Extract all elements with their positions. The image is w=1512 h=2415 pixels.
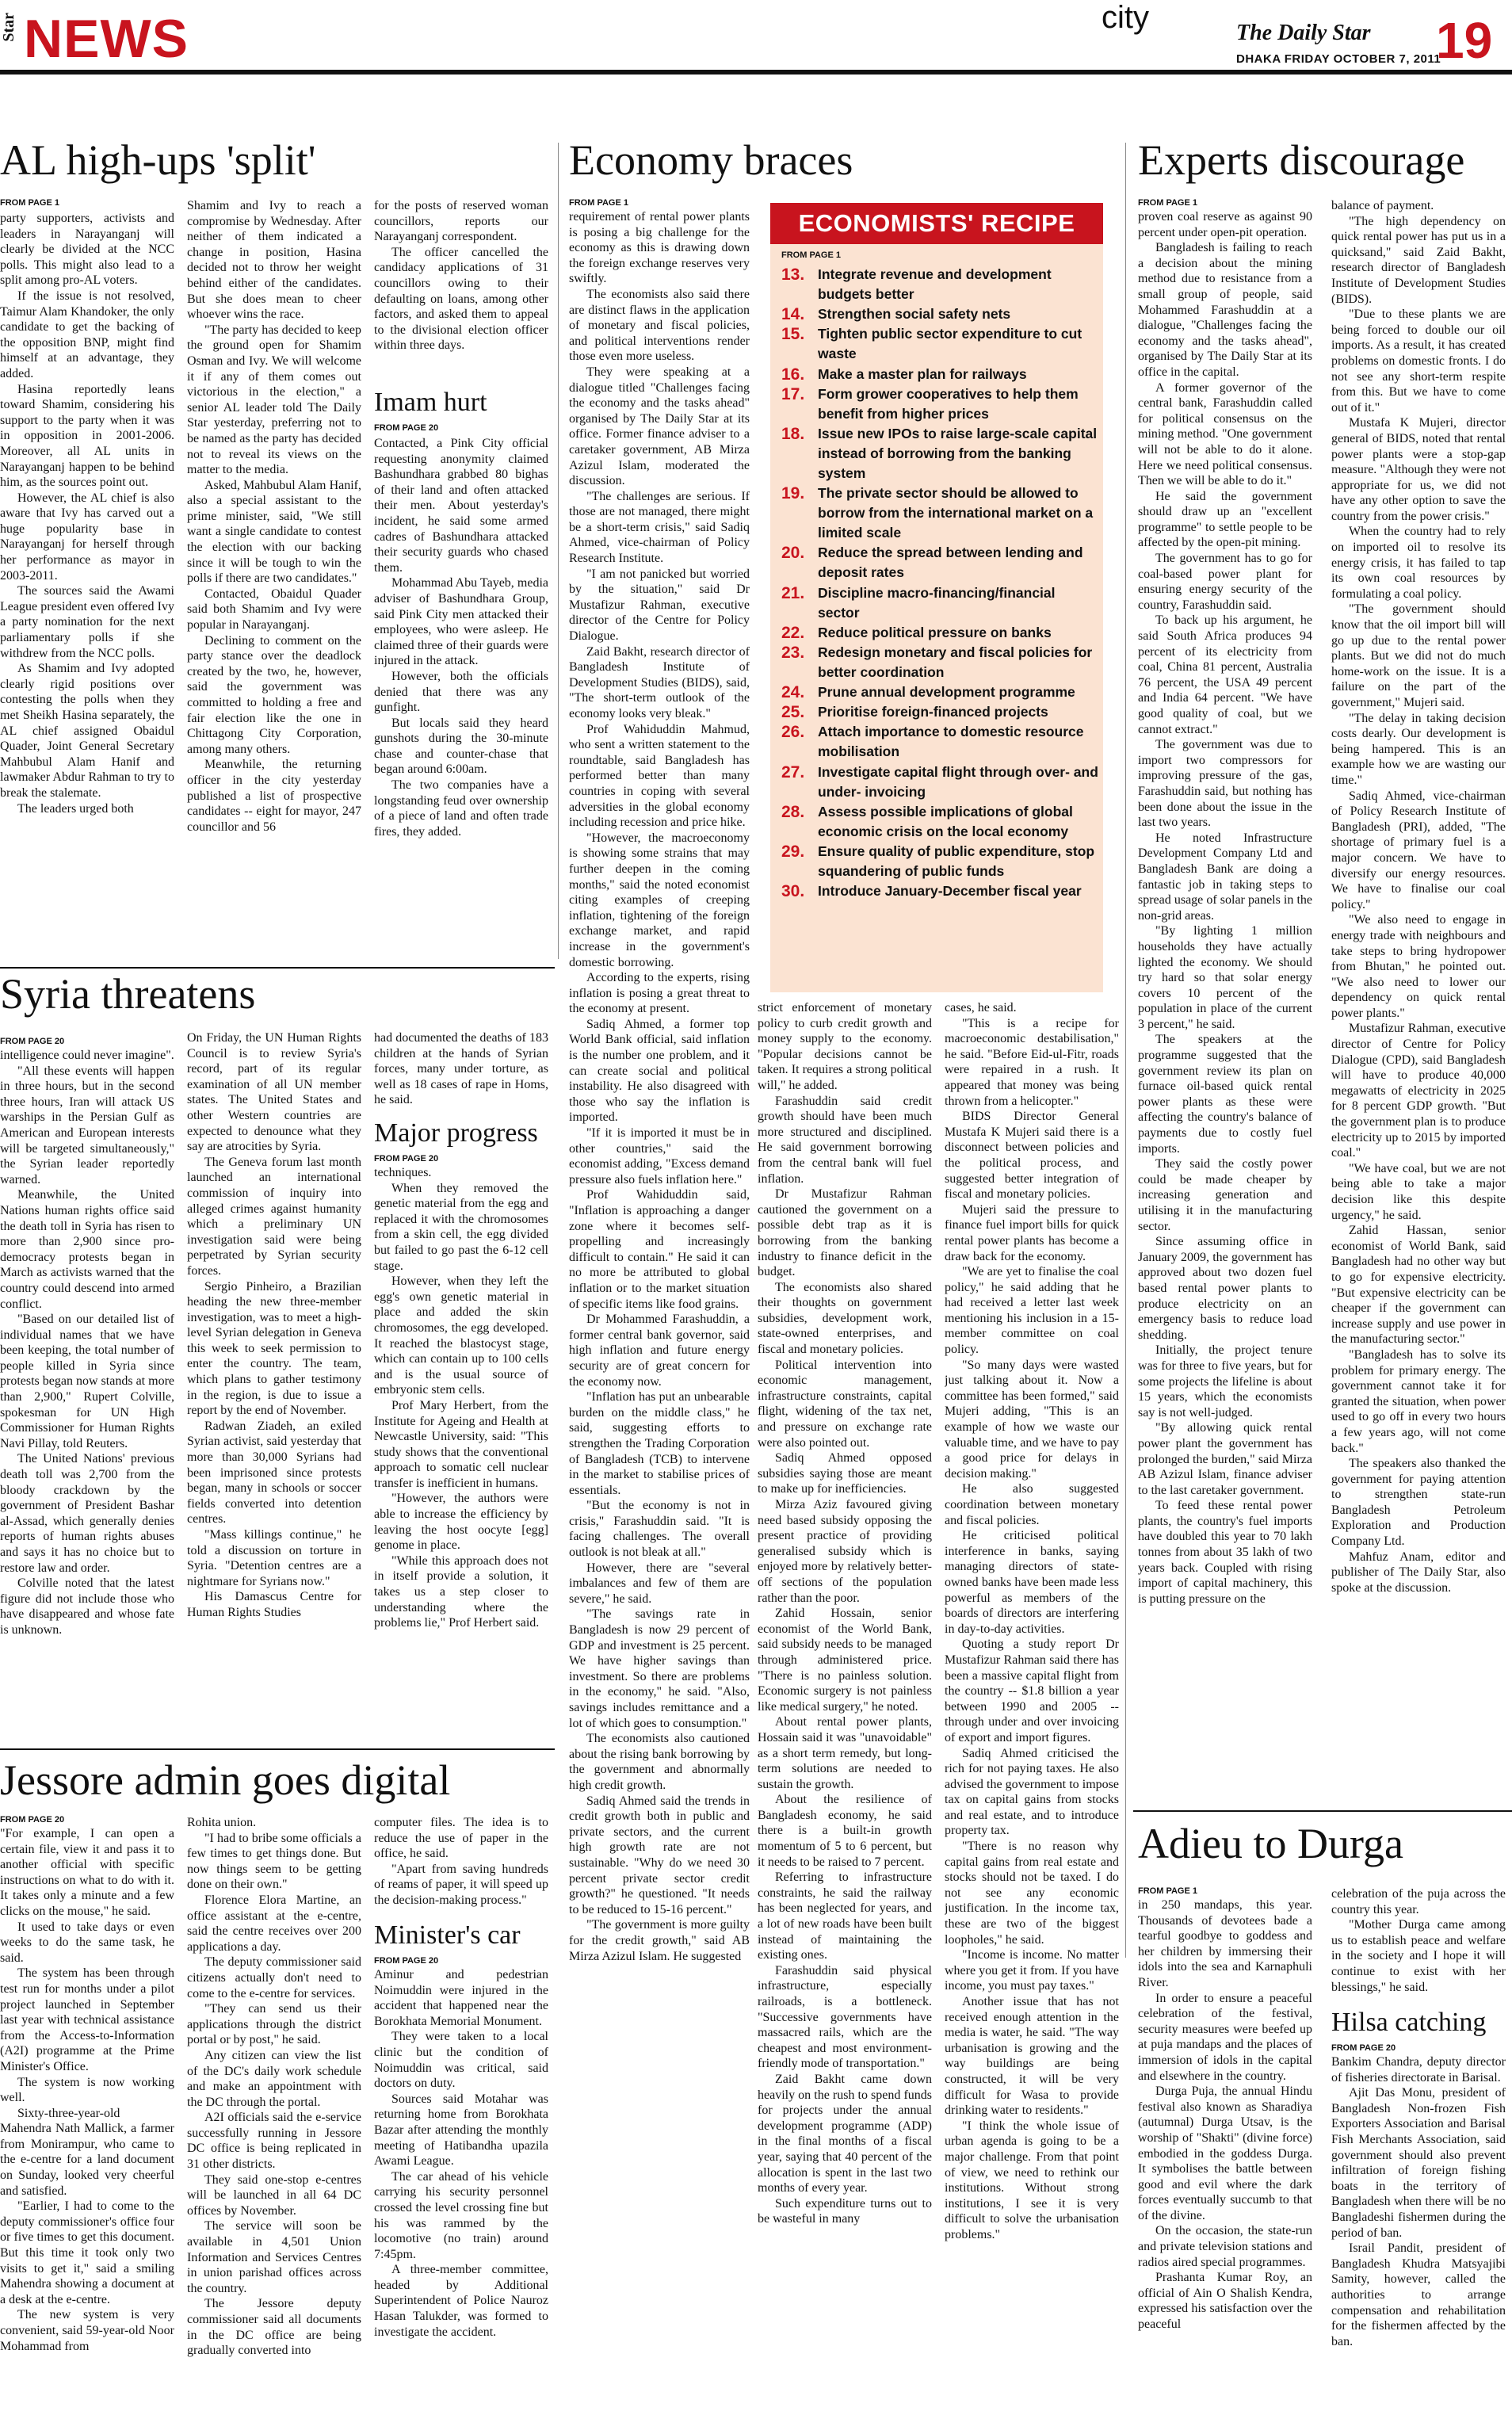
list-item-text: Discipline macro-financing/financial sector <box>818 584 1056 621</box>
story-column <box>187 198 361 964</box>
paragraph: Zahid Hossain, senior economist of the World Bank, said subsidy needs to be managed through administered price. "There is no painless solution. Economic surgery is not painless like medical surgery," he noted. <box>758 1607 932 1714</box>
paragraph: Sources said Motahar was returning home from Borokhata Bazar after attending the monthly meeting of Hatibandha upazila Awami League. <box>374 2092 548 2169</box>
story-column <box>374 1165 548 1745</box>
story-divider <box>1133 1810 1512 1812</box>
list-item-text: Introduce January-December fiscal year <box>818 883 1082 900</box>
list-item <box>777 762 1100 802</box>
list-item <box>777 483 1100 543</box>
paragraph: In order to ensure a peaceful celebration of the festival, security measures were beefed up at puja mandaps and the places of immersion of idols in the capital and elsewhere in the country. <box>1138 1991 1312 2083</box>
story-divider <box>0 967 555 969</box>
paragraph: Sadiq Ahmed criticised the rich for not paying taxes. He also advised the government to impose tax on capital gains from stocks and real estate, and to introduce property tax. <box>945 1746 1119 1838</box>
list-item-text: Reduce the spread between lending and deposit rates <box>818 545 1083 581</box>
paragraph: Referring to infrastructure constraints, he said the railway has been neglected for years, and a lot of new roads have been built instead of maintaining the existing ones. <box>758 1870 932 1962</box>
story-column <box>374 198 548 385</box>
paragraph: "Due to these plants we are being forced to double our oil imports. As a result, it has created problems on domestic fronts. I do not see any short-term respite from this. But we have to come out of it." <box>1331 308 1506 415</box>
paragraph: "We have coal, but we are not being able to take a major decision like this despite urgency," he said. <box>1331 1161 1506 1222</box>
paragraph: Mustafa K Mujeri, director general of BIDS, noted that rental power plants were a stop-gap measure. "Although they were not appropriate for us, we did not have any other option to save the country from the power crisis." <box>1331 416 1506 523</box>
list-item <box>777 365 1100 384</box>
story-column <box>1331 2054 1506 2409</box>
jump-line: FROM PAGE 1 <box>0 198 59 208</box>
paragraph: The speakers at the programme suggested that the government review its plan on furnace oil-based quick rental power plants as these were affecting the country's balance of payments due to costly fuel imports. <box>1138 1033 1312 1156</box>
list-item-number: 22. <box>781 623 805 642</box>
list-item-text: The private sector should be allowed to borrow from the international market on a limited scale <box>818 485 1094 541</box>
list-item-text: Prioritise foreign-financed projects <box>818 704 1048 720</box>
list-item-number: 15. <box>781 325 805 344</box>
list-item <box>777 583 1100 623</box>
list-item-number: 18. <box>781 424 805 443</box>
list-item-number: 24. <box>781 683 805 702</box>
paragraph: The Geneva forum last month launched an international commission of inquiry into alleged crimes against humanity which a preliminary UN investigation said were being perpetrated by Syrian security forces. <box>187 1155 361 1278</box>
paragraph: If the issue is not resolved, Taimur Alam Khandoker, the only candidate to get the backing of the opposition BNP, might find himself at an advantage, they added. <box>0 289 174 380</box>
paragraph: It used to take days or even weeks to do the same task, he said. <box>0 1920 174 1965</box>
paragraph: The leaders urged both <box>17 801 134 816</box>
paragraph: They were taken to a local clinic but the condition of Noimuddin was critical, said doctors on duty. <box>374 2030 548 2091</box>
paragraph: "However, the authors were able to increase the efficiency by leaving the host oocyte [egg] genome in place. <box>374 1492 548 1553</box>
paragraph: computer files. The idea is to reduce the use of paper in the office, he said. <box>374 1816 548 1861</box>
paragraph: balance of payment. <box>1331 199 1434 212</box>
paragraph: The United Nations' previous death toll was 2,700 from the bloody crackdown by the government of President Bashar al-Assad, which generally denies reports of human rights abuses and says it has no choice but to restore law and order. <box>0 1452 174 1575</box>
paragraph: The economists also said there are distinct flaws in the application of monetary and fiscal policies, and political interventions render those even more useless. <box>569 287 750 364</box>
paragraph: Farashuddin said credit growth should have been much more structured and disciplined. He said government borrowing from the central bank will fuel inflation. <box>758 1094 932 1186</box>
paragraph: Prashanta Kumar Roy, an official of Ain O Shalish Kendra, expressed his satisfaction over the peaceful <box>1138 2271 1312 2332</box>
paragraph: The two companies have a longstanding feud over ownership of a piece of land and often trade fires, they added. <box>374 778 548 839</box>
jump-line: FROM PAGE 1 <box>781 250 841 260</box>
list-item-text: Issue new IPOs to raise large-scale capital instead of borrowing from the banking system <box>818 425 1098 481</box>
list-item-number: 30. <box>781 882 805 901</box>
paragraph: had documented the deaths of 183 children at the hands of Syrian forces, many under torture, as well as 18 cases of rape in Homs, he said. <box>374 1031 548 1107</box>
paragraph: Mirza Aziz favoured giving need based subsidy opposing the present practice of providing generalised subsidy which is enjoyed more by relatively better-off sections of the population rather than the poor. <box>758 1498 932 1605</box>
list-item-number: 27. <box>781 762 805 781</box>
list-item-number: 28. <box>781 802 805 821</box>
paragraph: To back up his argument, he said South Africa produces 94 percent of its electricity from coal, China 81 percent, Australia 76 percent, the USA 49 percent and India 64 percent. "We have good quality of coal, but we cannot extract." <box>1138 613 1312 736</box>
paragraph: "The government should know that the oil import bill will go up due to the rental power plants. But we did not do much home-work on the issue. It is a failure on the part of the government," Mujeri said. <box>1331 602 1506 709</box>
paragraph: The officer cancelled the candidacy applications of 31 councillors owing to their defaulting on loans, among other factors, and asked them to appeal to the divisional election officer within three days. <box>374 245 548 353</box>
paragraph: "We are yet to finalise the coal policy," he said adding that he had received a letter last week mentioning his inclusion in a 15-member committee on coal policy. <box>945 1265 1119 1357</box>
paragraph: Sadiq Ahmed said the trends in credit growth both in public and private sectors, and the current high growth rate are not sustainable. "Why do we need 30 percent private sector credit growth?" he questioned. "It needs to be reduced to 15-16 percent." <box>569 1794 750 1916</box>
paragraph: When the country had to rely on imported oil to resolve its energy crisis, it has failed to tap its own coal resources by formulating a coal policy. <box>1331 525 1506 601</box>
list-item <box>777 265 1100 304</box>
paragraph: Prof Wahiduddin said, "Inflation is approaching a danger zone where it becomes self-propelling and increasingly difficult to contain." He said it can no more be attributed to global inflation or to the market situation of specific items like food grains. <box>569 1188 750 1311</box>
paragraph: Ajit Das Monu, president of Bangladesh Non-frozen Fish Exporters Association and Barisal Fish Merchants Association, said government should also prevent infiltration of foreign fishing boats in the territory of Bangladesh when there will be no Bangladeshi fishermen during the period of ban. <box>1331 2086 1506 2240</box>
paragraph: Israil Pandit, president of Bangladesh Khudra Matsyajibi Samity, however, called the authorities to arrange compensation and rehabilitation for the fishermen affected by the ban. <box>1331 2241 1506 2348</box>
paragraph: "This is a recipe for macroeconomic destabilisation," he said. "Before Eid-ul-Fitr, roads were repaired in a rush. It appeared that money was being thrown from a helicopter." <box>945 1016 1119 1108</box>
star-logo: Star <box>0 13 17 42</box>
paragraph: The deputy commissioner said citizens actually don't need to come to the e-centre for services. <box>187 1955 361 2000</box>
list-item-text: Attach importance to domestic resource mobilisation <box>818 724 1084 760</box>
list-item-text: Assess possible implications of global economic crisis on the local economy <box>818 803 1073 839</box>
list-item <box>777 802 1100 842</box>
story-headline-minister: Minister's car <box>374 1920 521 1950</box>
paragraph: Since assuming office in January 2009, the government has approved about two dozen fuel based rental power plants to produce electricity on an emergency basis to reduce load shedding. <box>1138 1235 1312 1342</box>
paragraph: Declining to comment on the party stance over the deadlock created by the two, he, however, said the government was committed to holding a free and fair election like the one in Chittagong City Corporation, among many others. <box>187 633 361 756</box>
paragraph: "We also need to engage in energy trade with neighbours and take steps to bring hydropower from Bhutan," he pointed out. "We also need to lower our dependency on quick rental power plants." <box>1331 913 1506 1020</box>
paragraph: But locals said they heard gunshots during the 30-minute chase and counter-chase that began around 6:00am. <box>374 716 548 777</box>
paragraph: Mujeri said the pressure to finance fuel import bills for quick rental power plants has become a draw back for the economy. <box>945 1202 1119 1263</box>
paragraph: They said one-stop e-centres will be launched in all 64 DC offices by November. <box>187 2172 361 2218</box>
paragraph: About rental power plants, Hossain said it was "unavoidable" as a short term remedy, but long-term solutions are needed to sustain the growth. <box>758 1715 932 1791</box>
paragraph: "While this approach does not in itself provide a solution, it takes us a step closer to understanding where the problems lie," Prof Herbert said. <box>374 1553 548 1630</box>
paragraph: The government has to go for coal-based power plant for ensuring energy security of the country, Farashuddin said. <box>1138 552 1312 612</box>
recipe-list <box>777 265 1100 901</box>
paragraph: "I had to bribe some officials a few times to get things done. But now things seem to be getting done on their own." <box>187 1831 361 1892</box>
paragraph: Sadiq Ahmed, vice-chairman of Policy Research Institute of Bangladesh (PRI), added, "The shortage of primary fuel is a major concern. We have to diversify our energy resources. We have to finalise our coal policy." <box>1331 789 1506 911</box>
paragraph: "Inflation has put an unbearable burden on the middle class," he said, suggesting efforts to strengthen the Trading Corporation of Bangladesh (TCB) to intervene in the market to stabilise prices of essentials. <box>569 1390 750 1497</box>
list-item-text: Form grower cooperatives to help them benefit from higher prices <box>818 385 1079 422</box>
paragraph: However, the AL chief is also aware that Ivy has carved out a huge popularity base in Narayanganj for herself through her performance as mayor in 2003-2011. <box>0 491 174 583</box>
paragraph: Mustafizur Rahman, executive director of Centre for Policy Dialogue (CPD), said Bangladesh will have to produce 40,000 megawatts of electricity in 2025 for 8 percent GDP growth. "But the government plan is to produce electricity up to 2015 by imported coal." <box>1331 1022 1506 1160</box>
paragraph: "By lighting 1 million households they have actually lighted the economy. We should try hard so that solar energy covers 10 percent of the population in place of the current 3 percent," he said. <box>1138 924 1312 1031</box>
jump-line: FROM PAGE 1 <box>569 198 628 208</box>
list-item-text: Prune annual development programme <box>818 684 1075 701</box>
story-column <box>758 1000 932 2409</box>
paragraph: Aminur and pedestrian Noimuddin were injured in the accident that happened near the Borokhata Memorial Monument. <box>374 1968 548 2028</box>
paragraph: Prof Wahiduddin Mahmud, who sent a written statement to the roundtable, said Bangladesh has performed better than many countries in coping with several adversities in the global economy including recession and price hike. <box>569 722 750 830</box>
list-item <box>777 543 1100 583</box>
story-column <box>374 1815 548 1918</box>
paragraph: "Income is income. No matter where you get it from. If you have income, you must pay taxes." <box>945 1948 1119 1993</box>
paragraph: About the resilience of Bangladesh economy, he said there is a built-in growth momentum of 5 to 6 percent, but it needs to be raised to 7 percent. <box>758 1793 932 1869</box>
paragraph: "By allowing quick rental power plant the government has prolonged the burden," said Mirza AB Azizul Islam, finance adviser to the last caretaker government. <box>1138 1421 1312 1497</box>
story-column <box>374 1030 548 1118</box>
list-item-number: 19. <box>781 484 805 503</box>
jump-line: FROM PAGE 20 <box>1331 2043 1396 2053</box>
paragraph: Bankim Chandra, deputy director of fisheries directorate in Barisal. <box>1331 2055 1506 2084</box>
list-item <box>777 424 1100 483</box>
paragraph: Hasina reportedly leans toward Shamim, considering his support to the party when it was in opposition in 2001-2006. Moreover, all AL units in Narayanganj happen to be behind him, as the sources point out. <box>0 382 174 490</box>
paragraph: Asked, Mahbubul Alam Hanif, also a special assistant to the prime minister, said, "We still want a single candidate to contest the election with our backing since it will be tough to win the polls if there are two candidates." <box>187 478 361 586</box>
jump-line: FROM PAGE 20 <box>0 1815 65 1825</box>
story-headline-jessore: Jessore admin goes digital <box>0 1756 451 1804</box>
list-item-number: 25. <box>781 703 805 722</box>
paragraph: cases, he said. <box>945 1001 1017 1015</box>
list-item <box>777 324 1100 364</box>
list-item <box>777 643 1100 682</box>
paragraph: Such expenditure turns out to be wasteful in many <box>758 2196 932 2226</box>
paragraph: A2I officials said the e-service successfully running in Jessore DC office is being replicated in 31 other districts. <box>187 2111 361 2172</box>
story-column <box>1331 198 1506 1802</box>
list-item-number: 16. <box>781 365 805 384</box>
story-headline-hilsa: Hilsa catching <box>1331 2008 1487 2037</box>
paragraph: Initially, the project tenure was for three to five years, but for some projects the lifeline is about 15 years, which the economists say is not well-judged. <box>1138 1343 1312 1420</box>
list-item-number: 17. <box>781 384 805 403</box>
paragraph: party supporters, activists and leaders in Narayanganj will clearly be divided at the NCC polls. This might also lead to a split among pro-AL voters. <box>0 212 174 288</box>
list-item-number: 13. <box>781 266 805 284</box>
paragraph: "So many days were wasted just talking about it. Now a committee has been formed," said Mujeri adding, "This is an example of how we waste our valuable time, and we have to pay a good price for delays in decision making." <box>945 1358 1119 1481</box>
story-divider <box>0 1748 555 1750</box>
paragraph: Mahfuz Anam, editor and publisher of The Daily Star, also spoke at the discussion. <box>1331 1549 1506 1595</box>
list-item-text: Investigate capital flight through over- and under- invoicing <box>818 763 1098 800</box>
paragraph: requirement of rental power plants is posing a big challenge for the economy as this is drawing down the foreign exchange reserves very swiftly. <box>569 210 750 286</box>
story-column <box>374 1967 548 2409</box>
story-headline-durga: Adieu to Durga <box>1138 1820 1403 1867</box>
jump-line: FROM PAGE 20 <box>374 423 439 433</box>
paragraph: Durga Puja, the annual Hindu festival also known as Sharadiya (autumnal) Durga Utsav, is the worship of "Shakti" (divine force) embodied in the goddess Durga. It symbolises the battle between good and evil where the dark forces eventually succumb to that of the divine. <box>1138 2084 1312 2222</box>
paragraph: Radwan Ziadeh, an exiled Syrian activist, said yesterday that more than 30,000 Syrians had been imprisoned since protests began, many in schools or soccer fields converted into detention centres. <box>187 1419 361 1527</box>
paragraph: "Based on our detailed list of individual names that we have been keeping, the total number of people killed in Syria since protests began now stands at more than 2,900," Rupert Colville, spokesman for UN High Commissioner for Human Rights Navi Pillay, told Reuters. <box>0 1313 174 1450</box>
paragraph: Another issue that has not received enough attention in the media is water, he said. "The way urbanisation is growing and the way buildings are being constructed, it will be very difficult for Wasa to provide drinking water to residents." <box>945 1995 1119 2118</box>
paragraph: He criticised political interference in banks, saying managing directors of state-owned banks have been made less powerful as members of the boards of directors are interfering in day-to-day activities. <box>945 1529 1119 1636</box>
list-item-number: 23. <box>781 643 805 662</box>
story-headline-syria: Syria threatens <box>0 970 256 1018</box>
list-item <box>777 702 1100 722</box>
paragraph: "All these events will happen in three hours, but in the second three hours, Iran will attack US warships in the Persian Gulf as American and European interests will be targeted simultaneously," the Syrian leader reportedly warned. <box>0 1064 174 1186</box>
paragraph: techniques. <box>374 1166 432 1179</box>
paragraph: Rohita union. <box>187 1816 257 1829</box>
section-title-text: NEWS <box>24 9 189 69</box>
jump-line: FROM PAGE 1 <box>1138 1886 1197 1896</box>
paragraph: Sixty-three-year-old Mahendra Nath Mallick, a farmer from Monirampur, who came to the e-centre for a land document on Sunday, looked very cheerful and satisfied. <box>0 2106 174 2198</box>
list-item-text: Tighten public sector expenditure to cut waste <box>818 326 1082 362</box>
paragraph: "Mother Durga came among us to establish peace and welfare in the society and I hope it will continue to exist with her blessings," he said. <box>1331 1918 1506 1994</box>
paper-name: The Daily Star <box>1236 21 1371 45</box>
story-column <box>945 1000 1119 2409</box>
list-item-text: Redesign monetary and fiscal policies for better coordination <box>818 644 1093 680</box>
paragraph: Quoting a study report Dr Mustafizur Rahman said there has been a massive capital flight from the country -- $1.8 billion a year between 1990 and 2005 -- through under and over invoicing of export and import figures. <box>945 1637 1119 1744</box>
paragraph: "There is no reason why capital gains from real estate and stocks should not be taxed. I do not see any economic justification. In the income tax, these are two of the biggest loopholes," he said. <box>945 1840 1119 1947</box>
paragraph: Contacted, Obaidul Quader said both Shamim and Ivy were popular in Narayanganj. <box>187 587 361 632</box>
jump-line: FROM PAGE 20 <box>0 1037 65 1046</box>
story-column <box>187 1815 361 2409</box>
story-headline-progress: Major progress <box>374 1118 538 1148</box>
paragraph: "The government is more guilty for the credit growth," said AB Mirza Azizul Islam. He suggested <box>569 1918 750 1963</box>
paragraph: He noted Infrastructure Development Company Ltd and Bangladesh Bank are doing a fantastic job in taking steps to spread usage of solar panels in the non-grid areas. <box>1138 831 1312 923</box>
paragraph: Meanwhile, the returning officer in the city yesterday published a list of prospective candidates -- eight for mayor, 247 councillor and 56 <box>187 758 361 834</box>
paragraph: The system has been through test run for months under a pilot project launched in September last year with technical assistance from the Access-to-Information (A2I) programme at the Prime Minister's Office. <box>0 1966 174 2073</box>
paragraph: "Earlier, I had to come to the deputy commissioner's office four or five times to get this document. But this time it took only two visits to get it," said a smiling Mahendra showing a document at a desk at the e-centre. <box>0 2199 174 2306</box>
paragraph: The system is now working well. <box>0 2075 174 2105</box>
list-item <box>777 842 1100 881</box>
list-item-number: 21. <box>781 583 805 602</box>
list-item-number: 14. <box>781 305 805 324</box>
masthead-rule <box>0 70 1512 75</box>
list-item <box>777 682 1100 702</box>
paragraph: "However, the macroeconomy is showing some strains that may further deepen in the coming months," said the noted economist citing examples of creeping inflation, tightening of the foreign exchange market, and rapid increase in the government's domestic borrowing. <box>569 831 750 969</box>
paragraph: On Friday, the UN Human Rights Council is to review Syria's record, part of its regular examination of all UN member states. The United States and other Western countries are expected to denounce what they say are atrocities by Syria. <box>187 1031 361 1154</box>
paragraph: "The savings rate in Bangladesh is now 29 percent of GDP and investment is 25 percent. We have higher savings than investment. So there are problems in the economy," he said. "Also, savings includes remittance and a lot of which goes to consumption." <box>569 1607 750 1730</box>
paragraph: Dr Mohammed Farashuddin, a former central bank governor, said high inflation and future energy security are of great concern for the economy now. <box>569 1313 750 1389</box>
paragraph: Florence Elora Martine, an office assistant at the e-centre, said the centre receives over 200 applications a day. <box>187 1893 361 1954</box>
list-item <box>777 881 1100 901</box>
paragraph: in 250 mandaps, this year. Thousands of devotees bade a tearful goodbye to goddess and her children by immersing their idols into the sea and Karnaphuli River. <box>1138 1898 1312 1989</box>
paragraph: Contacted, a Pink City official requesting anonymity claimed Bashundhara grabbed 80 bighas of their land and often attacked their men. About yesterday's incident, he said some armed cadres of Bashundhara attacked their security guards who chased them. <box>374 437 548 575</box>
paragraph: Political intervention into economic management, infrastructure constraints, capital flight, widening of the tax net, and pressure on exchange rate were also pointed out. <box>758 1358 932 1450</box>
story-column <box>187 1030 361 1745</box>
section-city-label: city <box>1102 0 1149 35</box>
paragraph: The Jessore deputy commissioner said all documents in the DC office are being gradually converted into <box>187 2297 361 2358</box>
story-column <box>0 211 174 964</box>
paragraph: intelligence could never imagine". <box>0 1049 174 1062</box>
paragraph: "The high dependency on quick rental power has put us in a quicksand," said Zaid Bakht, research director of Bangladesh Institute of Development Studies (BIDS). <box>1331 214 1506 306</box>
paragraph: Sadiq Ahmed opposed subsidies saying those are meant to make up for inefficiencies. <box>758 1451 932 1496</box>
paragraph: strict enforcement of monetary policy to curb credit growth and money supply to the economy. "Popular decisions cannot be taken. It requires a strong political will," he added. <box>758 1001 932 1092</box>
story-headline-al: AL high-ups 'split' <box>0 136 316 184</box>
story-column <box>374 436 548 964</box>
sidebar-box-title: ECONOMISTS' RECIPE <box>770 203 1103 244</box>
page-number: 19 <box>1436 12 1493 69</box>
paragraph: Sergio Pinheiro, a Brazilian heading the new three-member investigation, was to meet a high-level Syrian delegation in Geneva this week to seek permission to enter the country. The team, which plans to gather testimony in the region, is due to issue a report by the end of November. <box>187 1279 361 1418</box>
list-item-text: Ensure quality of public expenditure, stop squandering of public funds <box>818 843 1095 879</box>
paragraph: The new system is very convenient, said 59-year-old Noor Mohammad from <box>0 2308 174 2353</box>
paragraph: The car ahead of his vehicle carrying his security personnel crossed the level crossing fine but his was rammed by the locomotive (no train) around 7:45pm. <box>374 2169 548 2261</box>
story-headline-imam: Imam hurt <box>374 388 487 417</box>
list-item-text: Strengthen social safety nets <box>818 306 1011 323</box>
paragraph: The speakers also thanked the government for paying attention to strengthen state-run Bangladesh Petroleum Exploration and Production Company Ltd. <box>1331 1457 1506 1549</box>
paragraph: However, when they left the egg's own genetic material in place and added the skin chromosomes, the egg developed. It reached the blastocyst stage, which can contain up to 100 cells and is the usual source of embryonic stem cells. <box>374 1274 548 1397</box>
paragraph: A three-member committee, headed by Additional Superintendent of Police Nauroz Hasan Talukder, was formed to investigate the accident. <box>374 2263 548 2339</box>
paragraph: Sadiq Ahmed, a former top World Bank official, said inflation is the number one problem, and it can create social and political instability. He also disagreed with those who say the inflation is imported. <box>569 1017 750 1125</box>
story-column <box>1138 209 1312 1802</box>
paragraph: Any citizen can view the list of the DC's daily work schedule and make an appointment with the DC through the portal. <box>187 2048 361 2109</box>
paragraph: However, both the officials denied that there was any gunfight. <box>374 669 548 715</box>
paragraph: "If it is imported it must be in other countries," said the economist adding, "Excess demand pressure also fuels inflation here." <box>569 1126 750 1186</box>
story-column <box>0 1048 174 1745</box>
jump-line: FROM PAGE 20 <box>374 1154 439 1164</box>
list-item-number: 26. <box>781 723 805 742</box>
paragraph: Farashuddin said physical infrastructure, especially railroads, is a bottleneck. "Successive governments have massacred rails, which are the cheapest and most environment-friendly mode of transportation." <box>758 1963 932 2071</box>
paragraph: To feed these rental power plants, the country's fuel imports have doubled this year to 70 lakh tonnes from about 35 lakh of two years back. Coupled with rising import of capital machinery, this is putting pressure on the <box>1138 1499 1312 1606</box>
paragraph: The economists also shared their thoughts on government subsidies, development work, state-owned enterprises, and fiscal and monetary policies. <box>758 1280 932 1357</box>
paragraph: "For example, I can open a certain file, view it and pass it to another official with specific instructions on what to do with it. It takes only a minute and a few clicks on the mouse," he said. <box>0 1827 174 1918</box>
paragraph: "Mass killings continue," he told a discussion on torture in Syria. "Detention centres are a nightmare for Syrians now." <box>187 1528 361 1588</box>
paragraph: for the posts of reserved woman councillors, reports our Narayanganj correspondent. <box>374 199 548 244</box>
paragraph: The sources said the Awami League president even offered Ivy a party nomination for the next parliamentary polls if she withdrew from the NCC polls. <box>0 584 174 660</box>
column-divider <box>1125 143 1126 1958</box>
paragraph: Dr Mustafizur Rahman cautioned the government on a possible debt trap as it is borrowing from the banking industry to finance deficit in the budget. <box>758 1187 932 1279</box>
paragraph: proven coal reserve as against 90 percent under open-pit operation. <box>1138 210 1312 239</box>
paragraph: On the occasion, the state-run and private television stations and radios aired special programmes. <box>1138 2224 1312 2269</box>
paragraph: He said the government should draw up an "excellent programme" to settle people to be affected by the open-pit mining. <box>1138 489 1312 550</box>
story-headline-economy: Economy braces <box>569 136 853 184</box>
paragraph: "The party has decided to keep the ground open for Shamim Osman and Ivy. We will welcome it if any of them comes out victorious in the election," a senior AL leader told The Daily Star yesterday, preferring not to be named as the party has decided not to reveal its views on the matter to the media. <box>187 323 361 477</box>
paragraph: "I am not panicked but worried by the situation," said Dr Mustafizur Rahman, executive director of the Centre for Policy Dialogue. <box>569 567 750 644</box>
paragraph: The economists also cautioned about the rising bank borrowing by the government and abnormally high credit growth. <box>569 1732 750 1792</box>
paragraph: Meanwhile, the United Nations human rights office said the death toll in Syria has risen to more than 2,900 since pro-democracy protests began in March as activists warned that the country could descend into armed conflict. <box>0 1188 174 1311</box>
paragraph: celebration of the puja across the country this year. <box>1331 1887 1506 1916</box>
story-column <box>0 1826 174 2409</box>
jump-line: FROM PAGE 1 <box>1138 198 1197 208</box>
list-item-number: 20. <box>781 544 805 563</box>
paragraph: He also suggested coordination between monetary and fiscal policies. <box>945 1482 1119 1527</box>
column-divider <box>558 143 559 959</box>
paragraph: The government was due to import two compressors for improving pressure of the gas, Farashuddin said, but nothing has been done about the issue in the last two years. <box>1138 738 1312 830</box>
paragraph: "Bangladesh has to solve its problem for primary energy. The government cannot take it for granted the situation, when power used to go off in every two hours a few years ago, will not come back." <box>1331 1347 1506 1455</box>
paragraph: Prof Mary Herbert, from the Institute for Ageing and Health at Newcastle University, said: "This study shows that the conventional approach to somatic cell nuclear transfer is inefficient in humans. <box>374 1398 548 1490</box>
story-column <box>1138 1897 1312 2409</box>
list-item <box>777 623 1100 643</box>
list-item <box>777 304 1100 324</box>
paragraph: Zahid Hassan, senior economist of World Bank, said Bangladesh had no other way but to go for expensive electricity. "But expensive electricity can be cheaper if the government can increase supply and use power in the manufacturing sector." <box>1331 1224 1506 1347</box>
paragraph: "The challenges are serious. If those are not managed, there might be a short-term crisis," said Sadiq Ahmed, vice-chairman of Policy Research Institute. <box>569 489 750 566</box>
paragraph: "Apart from saving hundreds of reams of paper, it will speed up the decision-making process." <box>374 1862 548 1907</box>
jump-line: FROM PAGE 20 <box>374 1956 439 1966</box>
paragraph: However, there are "several imbalances and few of them are severe," he said. <box>569 1561 750 1606</box>
paragraph: They were speaking at a dialogue titled "Challenges facing the economy and the tasks ahead" organised by The Daily Star at its office. Former finance adviser to a caretaker government, AB Mirza Azizul Islam, moderated the discussion. <box>569 365 750 488</box>
list-item-text: Integrate revenue and development budgets better <box>818 266 1052 302</box>
paragraph: Shamim and Ivy to reach a compromise by Wednesday. After neither of them indicated a change in position, Hasina decided not to throw her weight behind either of the candidates. But she does mean to cheer whoever wins the race. <box>187 199 361 322</box>
list-item-text: Reduce political pressure on banks <box>818 624 1052 640</box>
story-column <box>569 209 750 2409</box>
list-item-text: Make a master plan for railways <box>818 365 1027 382</box>
paragraph: Colville noted that the latest figure did not include those who have disappeared and whose fate is unknown. <box>0 1576 174 1637</box>
paragraph: "But the economy is not in crisis," Farashuddin said. "It is facing challenges. The overall outlook is not bleak at all." <box>569 1499 750 1560</box>
paragraph: "They can send us their applications through the district portal or by post," he said. <box>187 2002 361 2047</box>
paragraph: "The delay in taking decision costs dearly. Our development is being hampered. This is an example how we are wasting our time." <box>1331 711 1506 787</box>
paragraph: They said the costly power could be made cheaper by increasing generation and utilising it in the manufacturing sector. <box>1138 1157 1312 1233</box>
story-column <box>1331 1886 1506 2005</box>
paragraph: Zaid Bakht came down heavily on the rush to spend funds for projects under the annual development programme (ADP) in the final months of a fiscal year, saying that 40 percent of the allocation is spent in the last two months of every year. <box>758 2072 932 2195</box>
list-item-number: 29. <box>781 843 805 861</box>
paragraph: BIDS Director General Mustafa K Mujeri said there is a disconnect between policies and the political process, and suggested better integration of fiscal and monetary policies. <box>945 1110 1119 1202</box>
paragraph: As Shamim and Ivy adopted clearly rigid positions over contesting the polls when they met Sheikh Hasina separately, the AL chief assigned Obaidul Quader, Joint General Secretary Mahbubul Alam Hanif and lawmaker Abdur Rahman to try to break the stalemate. <box>0 662 174 800</box>
paragraph: "I think the whole issue of urban agenda is going to be a major challenge. From that point of view, we need to rethink our institutions. Without strong institutions, I see it is very difficult to solve the urbanisation problems." <box>945 2119 1119 2241</box>
paragraph: The service will soon be available in 4,501 Union Information and Services Centres in union parishad offices across the country. <box>187 2219 361 2295</box>
paragraph: Zaid Bakht, research director of Bangladesh Institute of Development Studies (BIDS), said, "The short-term outlook of the economy looks very bleak." <box>569 644 750 720</box>
paragraph: Bangladesh is failing to reach a decision about the mining method due to resistance from a small group of people, said Mohammed Farashuddin at a dialogue, "Challenges facing the economy and the tasks ahead", organised by The Daily Star at its office in the capital. <box>1138 241 1312 379</box>
paragraph: When they removed the genetic material from the egg and replaced it with the chromosomes from a skin cell, the egg divided but failed to go past the 6-12 cell stage. <box>374 1181 548 1273</box>
section-title <box>0 8 189 70</box>
story-headline-experts: Experts discourage <box>1138 136 1465 184</box>
list-item <box>777 722 1100 762</box>
paragraph: Mohammad Abu Tayeb, media adviser of Bashundhara Group, said Pink City men attacked their employees, who were asleep. He claimed three of their guards were injured in the attack. <box>374 576 548 668</box>
dateline: DHAKA FRIDAY OCTOBER 7, 2011 <box>1236 52 1441 66</box>
paragraph: A former governor of the central bank, Farashuddin called for political consensus on the mining method. "One government will not be able to do it alone. Here we need political consensus. Then we will be able to do it." <box>1138 380 1312 488</box>
paragraph: His Damascus Centre for Human Rights Studies <box>187 1590 361 1619</box>
list-item <box>777 384 1100 424</box>
paragraph: According to the experts, rising inflation is posing a great threat to the economy at present. <box>569 971 750 1016</box>
